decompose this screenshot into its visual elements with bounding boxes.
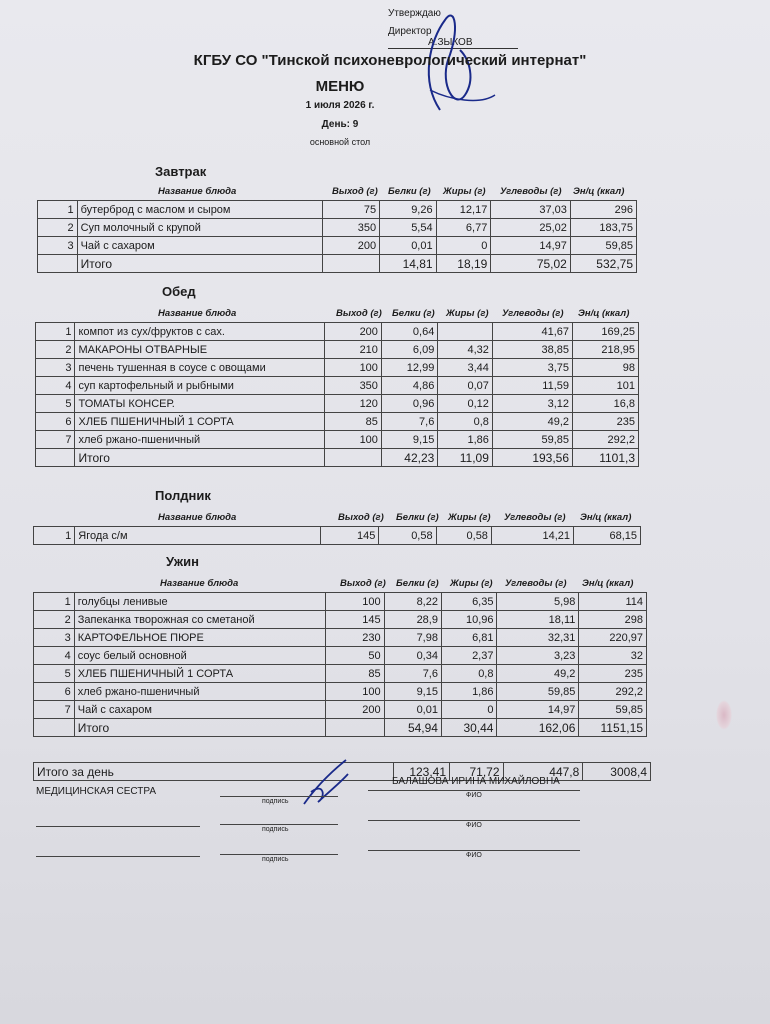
dish-yield: 200	[326, 701, 384, 719]
dish-yield: 200	[325, 323, 382, 341]
dish-yield: 100	[325, 431, 382, 449]
fio-caption-3: ФИО	[466, 852, 482, 859]
dish-yield: 145	[326, 611, 384, 629]
dish-number: 7	[34, 701, 75, 719]
dish-yield: 145	[320, 527, 379, 545]
dish-fat: 6,77	[436, 219, 491, 237]
dish-fat: 1,86	[441, 683, 497, 701]
dish-energy: 235	[579, 665, 647, 683]
dish-carbs: 14,21	[491, 527, 573, 545]
dish-name: ТОМАТЫ КОНСЕР.	[75, 395, 325, 413]
dish-name: хлеб ржано-пшеничный	[74, 683, 326, 701]
dish-protein: 9,15	[384, 683, 441, 701]
dish-carbs: 11,59	[492, 377, 572, 395]
dish-number: 3	[34, 629, 75, 647]
dish-energy: 59,85	[579, 701, 647, 719]
dish-energy: 32	[579, 647, 647, 665]
header-yield: Выход (г)	[338, 512, 384, 523]
dinner-table	[33, 592, 647, 737]
dish-fat: 0	[441, 701, 497, 719]
dish-yield: 350	[325, 377, 382, 395]
table-row	[34, 665, 647, 683]
organization-name: КГБУ СО "Тинской психоневрологический интернат"	[193, 52, 587, 69]
header-yield: Выход (г)	[340, 578, 386, 589]
dish-carbs: 59,85	[497, 683, 579, 701]
dish-fat	[438, 323, 493, 341]
day-total-carbs: 447,8	[503, 763, 583, 781]
dish-fat: 6,81	[441, 629, 497, 647]
nurse-signature	[296, 752, 356, 812]
signer-name: БАЛАШОВА ИРИНА МИХАЙЛОВНА	[392, 776, 560, 787]
dish-name: суп картофельный и рыбными	[75, 377, 325, 395]
dish-energy: 183,75	[570, 219, 636, 237]
dish-number: 6	[36, 413, 75, 431]
dish-protein: 9,26	[380, 201, 436, 219]
dish-fat: 6,35	[441, 593, 497, 611]
dish-name: Запеканка творожная со сметаной	[74, 611, 326, 629]
dish-protein: 0,34	[384, 647, 441, 665]
dish-name: ХЛЕБ ПШЕНИЧНЫЙ 1 СОРТА	[74, 665, 326, 683]
dish-protein: 0,96	[381, 395, 437, 413]
dish-fat: 0	[436, 237, 491, 255]
dish-name: МАКАРОНЫ ОТВАРНЫЕ	[75, 341, 325, 359]
dish-carbs: 14,97	[491, 237, 571, 255]
total-fat: 18,19	[436, 255, 491, 273]
total-label: Итого	[74, 719, 326, 737]
dish-carbs: 49,2	[492, 413, 572, 431]
dish-number: 1	[36, 323, 75, 341]
dish-yield: 50	[326, 647, 384, 665]
dish-protein: 8,22	[384, 593, 441, 611]
menu-day: День: 9	[321, 119, 359, 130]
table-row	[36, 413, 639, 431]
table-row	[38, 201, 637, 219]
fio-line-2	[368, 820, 580, 821]
total-spacer	[36, 449, 75, 467]
header-fat: Жиры (г)	[450, 578, 493, 589]
table-row	[36, 377, 639, 395]
header-name: Название блюда	[158, 512, 237, 523]
dish-yield: 100	[326, 593, 384, 611]
dish-protein: 0,58	[379, 527, 436, 545]
dish-energy: 235	[573, 413, 639, 431]
total-label: Итого	[75, 449, 325, 467]
header-protein: Белки (г)	[396, 578, 439, 589]
dish-name: бутерброд с маслом и сыром	[77, 201, 323, 219]
sign-line-1	[220, 796, 338, 797]
breakfast-table	[37, 200, 637, 273]
dish-energy: 298	[579, 611, 647, 629]
dish-energy: 98	[573, 359, 639, 377]
total-row	[38, 255, 637, 273]
dish-number: 1	[38, 201, 78, 219]
total-protein: 42,23	[381, 449, 437, 467]
page-title: МЕНЮ	[315, 78, 365, 95]
total-spacer	[34, 719, 75, 737]
dish-number: 5	[34, 665, 75, 683]
day-total-fat: 71,72	[450, 763, 504, 781]
header-energy: Эн/ц (ккал)	[573, 186, 625, 197]
dish-energy: 114	[579, 593, 647, 611]
total-carbs: 162,06	[497, 719, 579, 737]
header-protein: Белки (г)	[396, 512, 439, 523]
total-yield-empty	[325, 449, 382, 467]
name-line-2	[36, 826, 200, 827]
dish-name: печень тушенная в соусе с овощами	[75, 359, 325, 377]
breakfast-title: Завтрак	[155, 164, 207, 179]
table-row	[34, 683, 647, 701]
dish-name: ХЛЕБ ПШЕНИЧНЫЙ 1 СОРТА	[75, 413, 325, 431]
dish-number: 4	[34, 647, 75, 665]
header-fat: Жиры (г)	[443, 186, 486, 197]
dish-protein: 7,98	[384, 629, 441, 647]
dish-number: 2	[38, 219, 78, 237]
dish-yield: 350	[323, 219, 380, 237]
total-carbs: 75,02	[491, 255, 571, 273]
total-fat: 30,44	[441, 719, 497, 737]
dish-energy: 59,85	[570, 237, 636, 255]
dish-energy: 218,95	[573, 341, 639, 359]
dish-fat: 0,8	[441, 665, 497, 683]
dish-name: хлеб ржано-пшеничный	[75, 431, 325, 449]
dish-yield: 230	[326, 629, 384, 647]
dish-number: 1	[34, 527, 75, 545]
dish-fat: 2,37	[441, 647, 497, 665]
dish-energy: 169,25	[573, 323, 639, 341]
dish-fat: 10,96	[441, 611, 497, 629]
total-carbs: 193,56	[492, 449, 572, 467]
day-total-label: Итого за день	[34, 763, 368, 781]
total-protein: 54,94	[384, 719, 441, 737]
header-fat: Жиры (г)	[448, 512, 491, 523]
table-row	[34, 629, 647, 647]
sign-caption-1: подпись	[262, 798, 289, 805]
total-fat: 11,09	[438, 449, 493, 467]
total-energy: 532,75	[570, 255, 636, 273]
dish-energy: 68,15	[573, 527, 640, 545]
dish-name: КАРТОФЕЛЬНОЕ ПЮРЕ	[74, 629, 326, 647]
header-carbs: Углеводы (г)	[505, 578, 567, 589]
sign-caption-3: подпись	[262, 856, 289, 863]
total-row	[36, 449, 639, 467]
paper-stain	[716, 700, 732, 730]
table-row	[34, 593, 647, 611]
dish-protein: 0,01	[384, 701, 441, 719]
dinner-title: Ужин	[166, 554, 199, 569]
day-total-protein: 123,41	[394, 763, 450, 781]
header-fat: Жиры (г)	[446, 308, 489, 319]
lunch-title: Обед	[162, 284, 196, 299]
dish-protein: 4,86	[381, 377, 437, 395]
dish-fat: 4,32	[438, 341, 493, 359]
header-name: Название блюда	[160, 578, 239, 589]
total-protein: 14,81	[380, 255, 436, 273]
header-name: Название блюда	[158, 186, 237, 197]
dish-carbs: 3,12	[492, 395, 572, 413]
header-yield: Выход (г)	[332, 186, 378, 197]
approval-role: Директор	[388, 26, 432, 37]
dish-yield: 210	[325, 341, 382, 359]
dish-carbs: 32,31	[497, 629, 579, 647]
approval-name: А.ЗЫКОВ	[428, 37, 473, 48]
dish-fat: 0,07	[438, 377, 493, 395]
sign-caption-2: подпись	[262, 826, 289, 833]
dish-protein: 7,6	[381, 413, 437, 431]
dish-name: голубцы ленивые	[74, 593, 326, 611]
dish-name: Чай с сахаром	[74, 701, 326, 719]
dish-name: Ягода с/м	[75, 527, 320, 545]
dish-number: 3	[36, 359, 75, 377]
dish-fat: 1,86	[438, 431, 493, 449]
dish-energy: 296	[570, 201, 636, 219]
sign-line-3	[220, 854, 338, 855]
dish-fat: 12,17	[436, 201, 491, 219]
dish-fat: 0,58	[436, 527, 491, 545]
dish-yield: 85	[326, 665, 384, 683]
snack-title: Полдник	[155, 488, 211, 503]
snack-table	[33, 526, 641, 545]
total-spacer	[38, 255, 78, 273]
header-energy: Эн/ц (ккал)	[582, 578, 634, 589]
lunch-table	[35, 322, 639, 467]
dish-number: 4	[36, 377, 75, 395]
menu-date: 1 июля 2026 г.	[305, 100, 375, 111]
table-row	[34, 647, 647, 665]
dish-yield: 85	[325, 413, 382, 431]
header-carbs: Углеводы (г)	[504, 512, 566, 523]
dish-protein: 5,54	[380, 219, 436, 237]
total-energy: 1101,3	[573, 449, 639, 467]
dish-number: 2	[34, 611, 75, 629]
name-line-3	[36, 856, 200, 857]
dish-name: компот из сух/фруктов с сах.	[75, 323, 325, 341]
header-yield: Выход (г)	[336, 308, 382, 319]
dish-protein: 6,09	[381, 341, 437, 359]
dish-protein: 12,99	[381, 359, 437, 377]
approval-label: Утверждаю	[388, 8, 441, 19]
dish-protein: 0,64	[381, 323, 437, 341]
table-row	[38, 237, 637, 255]
dish-fat: 0,12	[438, 395, 493, 413]
dish-protein: 0,01	[380, 237, 436, 255]
dish-energy: 220,97	[579, 629, 647, 647]
diet-type: основной стол	[309, 137, 371, 147]
nurse-label: МЕДИЦИНСКАЯ СЕСТРА	[36, 786, 157, 797]
dish-protein: 9,15	[381, 431, 437, 449]
lunch-column-headers	[0, 308, 770, 322]
dish-fat: 3,44	[438, 359, 493, 377]
fio-line-3	[368, 850, 580, 851]
day-total-energy: 3008,4	[583, 763, 651, 781]
header-name: Название блюда	[158, 308, 237, 319]
dish-yield: 100	[325, 359, 382, 377]
dish-yield: 75	[323, 201, 380, 219]
dish-yield: 100	[326, 683, 384, 701]
fio-caption-1: ФИО	[466, 792, 482, 799]
header-energy: Эн/ц (ккал)	[580, 512, 632, 523]
dish-protein: 7,6	[384, 665, 441, 683]
dish-carbs: 37,03	[491, 201, 571, 219]
table-row	[36, 431, 639, 449]
table-row	[36, 359, 639, 377]
sign-line-2	[220, 824, 338, 825]
dish-energy: 101	[573, 377, 639, 395]
dish-carbs: 5,98	[497, 593, 579, 611]
fio-line-1	[368, 790, 580, 791]
dish-energy: 292,2	[579, 683, 647, 701]
dish-name: Чай с сахаром	[77, 237, 323, 255]
total-label: Итого	[77, 255, 323, 273]
header-carbs: Углеводы (г)	[502, 308, 564, 319]
dish-number: 2	[36, 341, 75, 359]
dish-energy: 292,2	[573, 431, 639, 449]
header-protein: Белки (г)	[392, 308, 435, 319]
table-row	[36, 395, 639, 413]
dish-name: Суп молочный с крупой	[77, 219, 323, 237]
dish-carbs: 3,75	[492, 359, 572, 377]
dish-carbs: 59,85	[492, 431, 572, 449]
header-carbs: Углеводы (г)	[500, 186, 562, 197]
dish-number: 7	[36, 431, 75, 449]
dish-carbs: 41,67	[492, 323, 572, 341]
table-row	[34, 527, 641, 545]
dish-number: 5	[36, 395, 75, 413]
dish-carbs: 3,23	[497, 647, 579, 665]
dish-carbs: 25,02	[491, 219, 571, 237]
dish-carbs: 49,2	[497, 665, 579, 683]
total-yield-empty	[326, 719, 384, 737]
dish-number: 3	[38, 237, 78, 255]
header-protein: Белки (г)	[388, 186, 431, 197]
dish-yield: 120	[325, 395, 382, 413]
table-row	[38, 219, 637, 237]
dish-carbs: 18,11	[497, 611, 579, 629]
breakfast-column-headers	[0, 186, 770, 200]
dish-yield: 200	[323, 237, 380, 255]
total-energy: 1151,15	[579, 719, 647, 737]
snack-column-headers	[0, 512, 770, 526]
dish-protein: 28,9	[384, 611, 441, 629]
fio-caption-2: ФИО	[466, 822, 482, 829]
dish-fat: 0,8	[438, 413, 493, 431]
dish-name: соус белый основной	[74, 647, 326, 665]
table-row	[34, 611, 647, 629]
total-row	[34, 719, 647, 737]
dish-carbs: 38,85	[492, 341, 572, 359]
dish-number: 1	[34, 593, 75, 611]
table-row	[34, 701, 647, 719]
total-yield-empty	[323, 255, 380, 273]
header-energy: Эн/ц (ккал)	[578, 308, 630, 319]
dish-number: 6	[34, 683, 75, 701]
dish-carbs: 14,97	[497, 701, 579, 719]
dinner-column-headers	[0, 578, 770, 592]
table-row	[36, 323, 639, 341]
table-row	[36, 341, 639, 359]
dish-energy: 16,8	[573, 395, 639, 413]
